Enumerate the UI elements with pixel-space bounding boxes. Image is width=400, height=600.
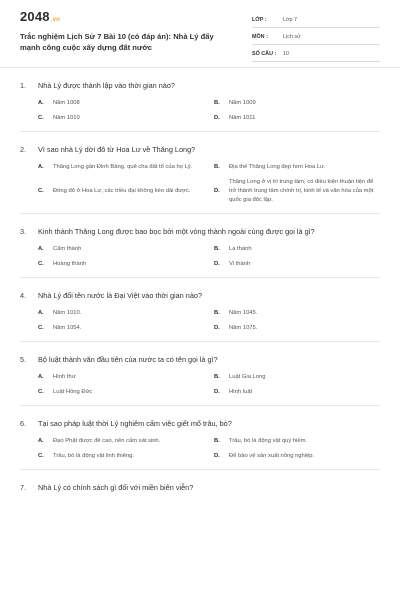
option-text: Năm 1010 [53,115,80,121]
question-text: Nhà Lý có chính sách gì đối với miền biên viễn? [38,483,194,492]
answer-options [20,155,380,205]
answer-option-d[interactable] [214,260,380,269]
question-item [20,214,380,278]
question-number: 5. [20,355,27,364]
answer-option-b[interactable] [214,373,380,382]
option-text: Năm 1010. [53,310,82,316]
option-text: Năm 1011 [229,115,256,121]
option-letter: B. [214,374,220,380]
question-item [20,132,380,214]
option-letter: D. [214,453,220,459]
option-letter: D. [214,261,220,267]
answer-option-b[interactable] [214,437,380,446]
answer-option-d[interactable] [214,324,380,333]
option-letter: A. [38,100,44,106]
question-stem [20,418,380,429]
question-stem [20,144,380,155]
option-letter: B. [214,100,220,106]
meta-label: MÔN : [252,34,268,40]
option-letter: B. [214,246,220,252]
option-text: Trâu, bò là động vật linh thiêng. [53,453,134,459]
question-number: 4. [20,291,27,300]
option-text: Hình luật [229,389,253,395]
option-letter: A. [38,374,44,380]
question-number: 3. [20,227,27,236]
option-letter: A. [38,438,44,444]
question-text: Nhà Lý được thành lập vào thời gian nào? [38,81,175,90]
answer-option-a[interactable] [38,163,204,172]
answer-option-c[interactable] [38,324,204,333]
option-letter: A. [38,310,44,316]
option-text: Luật Gia Long [229,374,266,380]
question-item [20,406,380,470]
option-letter: B. [214,438,220,444]
question-stem [20,354,380,365]
answer-options [20,237,380,269]
option-letter: B. [214,164,220,170]
question-number: 7. [20,483,27,492]
meta-info [252,13,380,64]
meta-row-subject [252,30,380,45]
option-text: Năm 1009 [229,100,256,106]
answer-options [20,91,380,123]
option-text: Đạo Phật được đề cao, nên cấm sát sinh. [53,438,161,444]
option-text: La thành [229,246,252,252]
option-text: Đóng đô ở Hoa Lư, các triều đại không kéo dài được. [53,188,191,194]
meta-label: LỚP : [252,17,267,23]
answer-option-c[interactable] [38,178,204,205]
logo-suffix: .vn [50,17,61,23]
meta-row-count [252,47,380,62]
option-letter: A. [38,164,44,170]
option-text: Luật Hồng Đức [53,389,93,395]
option-letter: D. [214,188,220,194]
option-text: Năm 1008 [53,100,80,106]
question-stem [20,290,380,301]
meta-value: Lớp 7 [283,17,298,23]
option-letter: D. [214,389,220,395]
option-text: Cấm thành [53,246,82,252]
meta-value: Lịch sử [283,34,301,40]
meta-value: 10 [283,51,289,57]
option-letter: C. [38,325,44,331]
question-list [0,68,400,501]
answer-options [20,365,380,397]
option-letter: C. [38,389,44,395]
answer-option-b[interactable] [214,309,380,318]
answer-options [20,301,380,333]
option-letter: D. [214,325,220,331]
question-text: Kinh thành Thăng Long được bao bọc bởi một vòng thành ngoài cùng được gọi là gì? [38,227,315,236]
worksheet-title: Trắc nghiệm Lịch Sử 7 Bài 10 (có đáp án): Nhà Lý đẩy mạnh công cuộc xây dựng đất nước [20,32,214,52]
question-stem [20,226,380,237]
answer-option-a[interactable] [38,373,204,382]
answer-option-a[interactable] [38,437,204,446]
option-text: Thăng Long ở vị trí trung tâm, có điều kiện thuận tiện để trở thành trung tâm chính trị, kinh tế và văn hóa của một quốc gia độc lập. [229,179,374,203]
answer-option-d[interactable] [214,452,380,461]
question-item [20,278,380,342]
option-letter: A. [38,246,44,252]
answer-option-c[interactable] [38,114,204,123]
option-letter: C. [38,261,44,267]
answer-option-d[interactable] [214,388,380,397]
question-text: Bộ luật thành văn đầu tiên của nước ta có tên gọi là gì? [38,355,218,364]
option-letter: D. [214,115,220,121]
option-letter: C. [38,188,44,194]
question-item [20,470,380,501]
question-item [20,68,380,132]
answer-option-c[interactable] [38,452,204,461]
answer-option-d[interactable] [214,178,380,205]
option-text: Hoàng thành [53,261,87,267]
answer-option-b[interactable] [214,99,380,108]
option-text: Năm 1075. [229,325,258,331]
option-text: Năm 1054. [53,325,82,331]
option-text: Năm 1045. [229,310,258,316]
meta-row-class [252,13,380,28]
answer-option-d[interactable] [214,114,380,123]
answer-option-b[interactable] [214,245,380,254]
answer-option-c[interactable] [38,388,204,397]
question-number: 6. [20,419,27,428]
question-text: Vì sao nhà Lý dời đô từ Hoa Lư về Thăng Long? [38,145,196,154]
question-number: 2. [20,145,27,154]
meta-label: SỐ CÂU : [252,51,277,57]
question-stem [20,80,380,91]
option-letter: C. [38,453,44,459]
option-text: Thăng Long gần Đinh Bảng, quê cha đất tổ của họ Lý. [53,164,193,170]
option-text: Vi thành [229,261,251,267]
answer-option-c[interactable] [38,260,204,269]
option-text: Hình thư [53,374,76,380]
page-header [0,0,400,68]
answer-option-a[interactable] [38,309,204,318]
option-text: Để bảo vệ sản xuất nông nghiệp. [229,453,315,459]
answer-options [20,429,380,461]
option-text: Trâu, bò là động vật quý hiếm. [229,438,308,444]
answer-option-b[interactable] [214,163,380,172]
question-item [20,342,380,406]
question-text: Nhà Lý đổi tên nước là Đại Việt vào thời gian nào? [38,291,203,300]
option-letter: C. [38,115,44,121]
option-text: Địa thế Thăng Long đẹp hơn Hoa Lư. [229,164,326,170]
answer-option-a[interactable] [38,99,204,108]
question-stem [20,482,380,493]
option-letter: B. [214,310,220,316]
question-text: Tại sao pháp luật thời Lý nghiêm cấm việc giết mổ trâu, bò? [38,419,232,428]
answer-option-a[interactable] [38,245,204,254]
question-number: 1. [20,81,27,90]
logo-text: 2048 [20,9,50,24]
